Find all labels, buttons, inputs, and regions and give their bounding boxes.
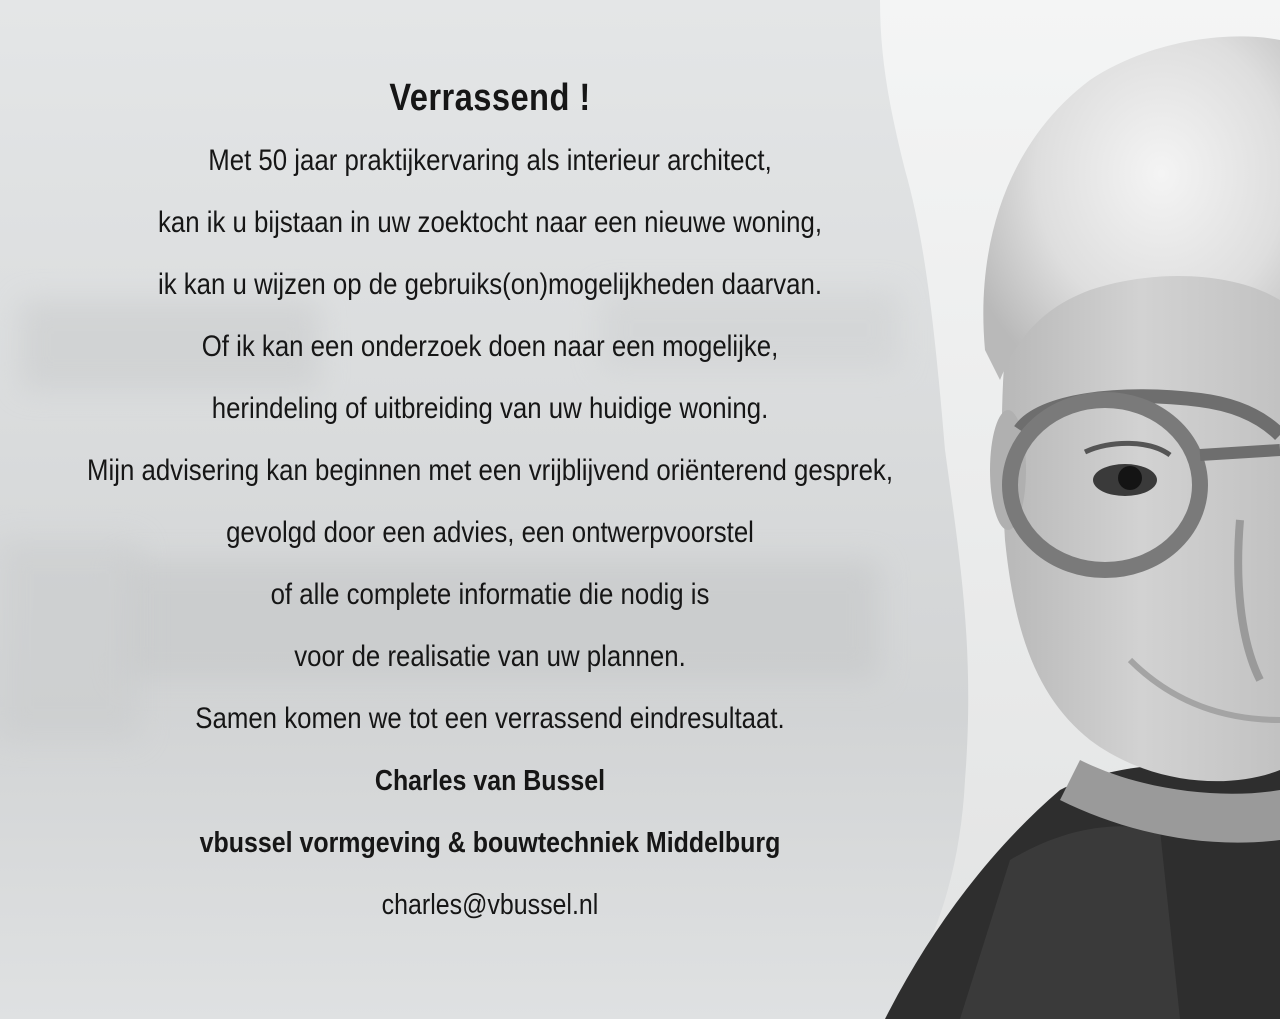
text-line: of alle complete informatie die nodig is: [270, 578, 710, 611]
signature-company: vbussel vormgeving & bouwtechniek Middelburg: [199, 827, 781, 859]
text-line: Samen komen we tot een verrassend eindresultaat.: [195, 702, 785, 735]
text-line: herindeling of uitbreiding van uw huidige woning.: [211, 392, 769, 425]
page-title: Verrassend !: [389, 77, 591, 119]
text-line: ik kan u wijzen op de gebruiks(on)mogelijkheden daarvan.: [157, 268, 823, 301]
text-line: gevolgd door een advies, een ontwerpvoorstel: [226, 516, 754, 549]
text-line: Met 50 jaar praktijkervaring als interieur architect,: [208, 144, 772, 177]
email-link[interactable]: charles@vbussel.nl: [381, 889, 599, 921]
text-line: Mijn advisering kan beginnen met een vrijblijvend oriënterend gesprek,: [86, 454, 894, 487]
text-line: kan ik u bijstaan in uw zoektocht naar een nieuwe woning,: [157, 206, 823, 239]
intro-text: [0, 70, 980, 936]
signature-name: Charles van Bussel: [374, 765, 606, 797]
text-line: Of ik kan een onderzoek doen naar een mogelijke,: [201, 330, 779, 363]
text-line: voor de realisatie van uw plannen.: [294, 640, 686, 673]
